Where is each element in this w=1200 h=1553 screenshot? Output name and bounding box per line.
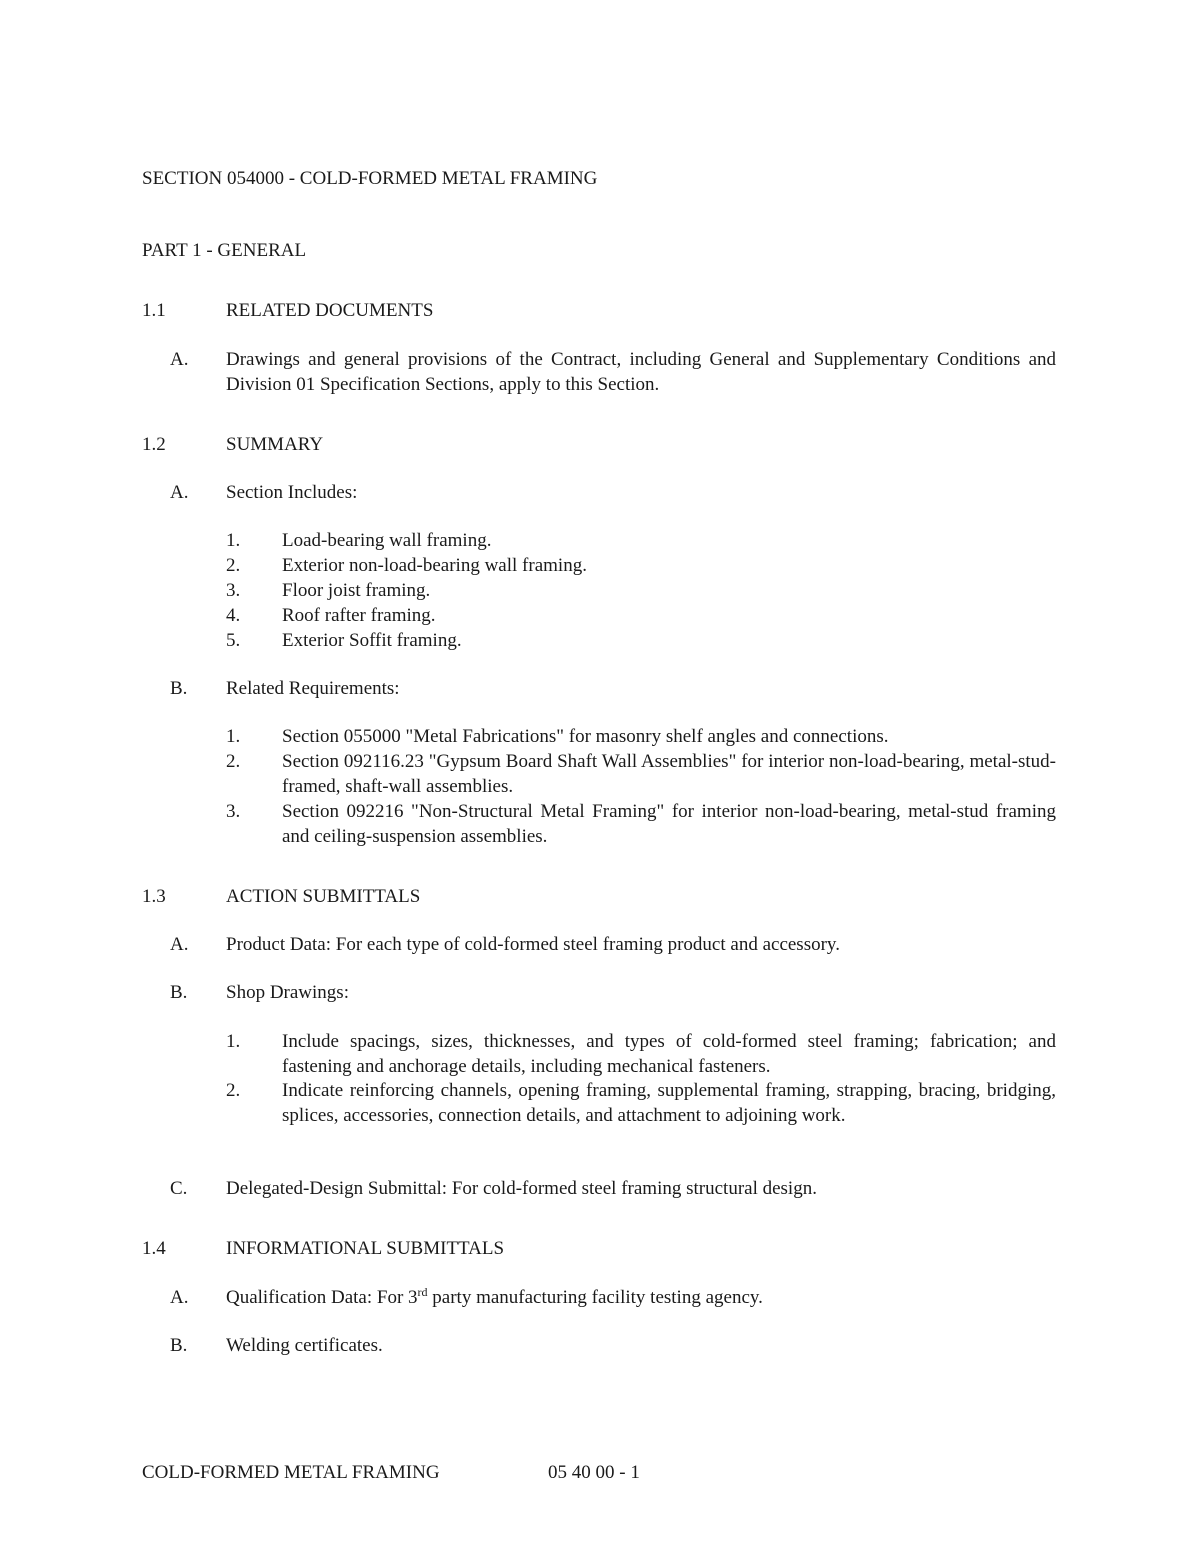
footer-page-number: 05 40 00 - 1 (548, 1462, 640, 1483)
paragraph-text: Delegated-Design Submittal: For cold-formed steel framing structural design. (226, 1178, 817, 1199)
list-item-number: 2. (226, 1080, 241, 1101)
list-item-text: Section 055000 "Metal Fabrications" for masonry shelf angles and connections. (282, 726, 889, 747)
list-item-number: 2. (226, 751, 241, 772)
list-item-text: Indicate reinforcing channels, opening framing, supplemental framing, strapping, bracing, bridging, splices, accessories, connection details, and attachment to adjoining work. (282, 1080, 1056, 1126)
article-number: 1.1 (142, 300, 166, 321)
article-number: 1.2 (142, 434, 166, 455)
list-item-text: Roof rafter framing. (282, 605, 436, 626)
list-item-number: 2. (226, 555, 241, 576)
paragraph-text: Welding certificates. (226, 1335, 383, 1356)
list-item-text: Section 092216 "Non-Structural Metal Framing" for interior non-load-bearing, metal-stud framing and ceiling-suspension assemblies. (282, 801, 1056, 847)
list-item-number: 1. (226, 1031, 241, 1052)
article-title: INFORMATIONAL SUBMITTALS (226, 1238, 505, 1259)
list-item-number: 5. (226, 630, 241, 651)
list-item-number: 1. (226, 726, 241, 747)
paragraph-label: A. (170, 482, 189, 503)
list-item-text: Exterior Soffit framing. (282, 630, 462, 651)
paragraph-label: A. (170, 349, 189, 370)
paragraph-text: Related Requirements: (226, 678, 400, 699)
list-item-text: Include spacings, sizes, thicknesses, and types of cold-formed steel framing; fabrication; and fastening and anchorage details, including mechanical fasteners. (282, 1031, 1056, 1077)
text-segment: party manufacturing facility testing agency. (427, 1287, 763, 1308)
paragraph-label: C. (170, 1178, 188, 1199)
paragraph-label: B. (170, 1335, 188, 1356)
list-item-number: 1. (226, 530, 241, 551)
footer-title: COLD-FORMED METAL FRAMING (142, 1462, 440, 1483)
list-item-text: Floor joist framing. (282, 580, 431, 601)
paragraph-text: Shop Drawings: (226, 982, 349, 1003)
text-segment: Qualification Data: For 3 (226, 1287, 418, 1308)
section-title: SECTION 054000 - COLD-FORMED METAL FRAMING (142, 168, 598, 189)
paragraph-label: B. (170, 982, 188, 1003)
paragraph-text: Product Data: For each type of cold-formed steel framing product and accessory. (226, 934, 840, 955)
article-title: SUMMARY (226, 434, 324, 455)
list-item-text: Section 092116.23 "Gypsum Board Shaft Wall Assemblies" for interior non-load-bearing, metal-stud-framed, shaft-wall assemblies. (282, 751, 1056, 797)
list-item-number: 4. (226, 605, 241, 626)
superscript: rd (417, 1285, 428, 1299)
list-item-number: 3. (226, 801, 241, 822)
list-item-text: Load-bearing wall framing. (282, 530, 492, 551)
paragraph-label: A. (170, 934, 189, 955)
list-item-text: Exterior non-load-bearing wall framing. (282, 555, 587, 576)
part-title: PART 1 - GENERAL (142, 240, 307, 261)
paragraph-text: Drawings and general provisions of the Contract, including General and Supplementary Conditions and Division 01 Specification Sections, apply to this Section. (226, 349, 1056, 395)
list-item-number: 3. (226, 580, 241, 601)
article-number: 1.4 (142, 1238, 166, 1259)
paragraph-text: Section Includes: (226, 482, 358, 503)
paragraph-label: B. (170, 678, 188, 699)
paragraph-text (226, 1285, 763, 1310)
article-number: 1.3 (142, 886, 166, 907)
paragraph-label: A. (170, 1287, 189, 1308)
article-title: RELATED DOCUMENTS (226, 300, 434, 321)
article-title: ACTION SUBMITTALS (226, 886, 421, 907)
